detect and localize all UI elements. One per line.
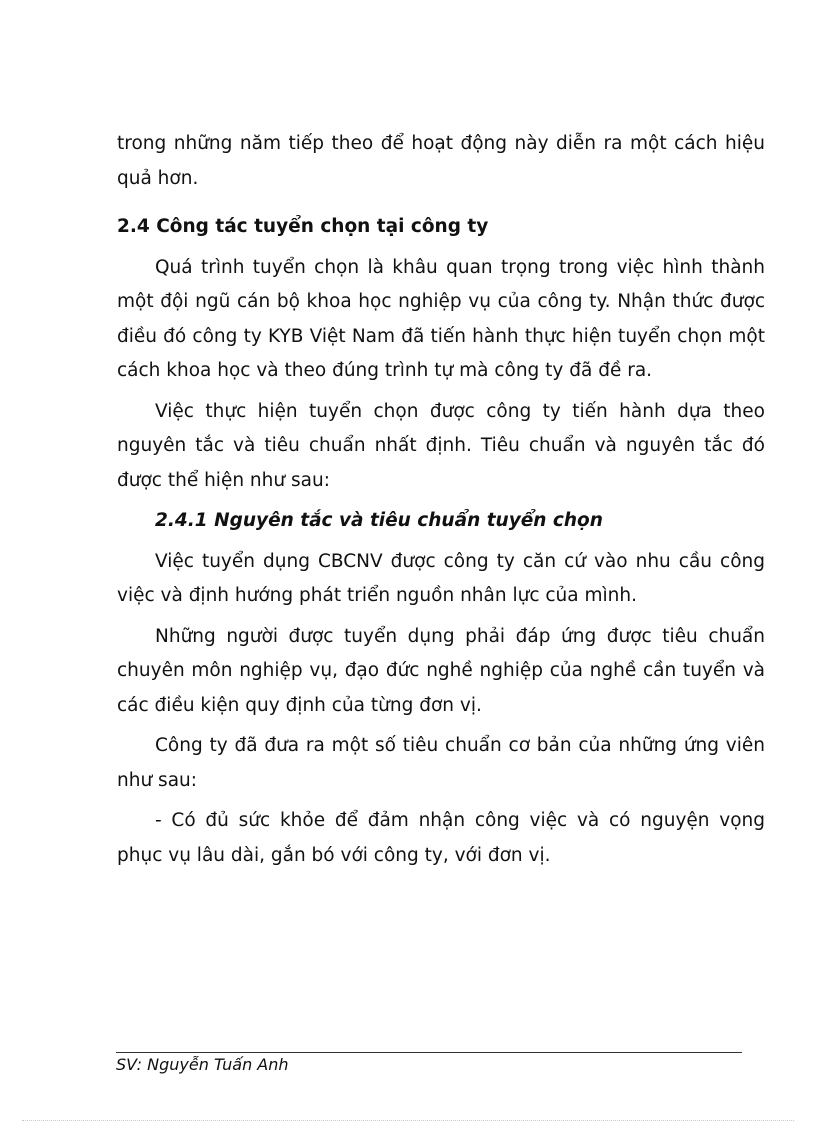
paragraph-continuation: trong những năm tiếp theo để hoạt động này diễn ra một cách hiệu quả hơn. (117, 133, 765, 189)
footer-author: SV: Nguyễn Tuấn Anh (116, 1055, 289, 1074)
paragraph-recruitment-basis: Việc tuyển dụng CBCNV được công ty căn cứ vào nhu cầu công việc và định hướng phát triển nguồn nhân lực của mình. (117, 550, 765, 606)
paragraph-requirements: Những người được tuyển dụng phải đáp ứng được tiêu chuẩn chuyên môn nghiệp vụ, đạo đức nghề nghiệp của nghề cần tuyển và các điều kiện quy định của từng đơn vị. (117, 625, 765, 716)
page-body (117, 127, 765, 873)
subsection-heading-2-4-1: 2.4.1 Nguyên tắc và tiêu chuẩn tuyển chọn (155, 510, 603, 531)
page-edge-divider (22, 1120, 794, 1121)
footer-divider (116, 1052, 742, 1053)
section-heading-2-4: 2.4 Công tác tuyển chọn tại công ty (117, 216, 489, 237)
paragraph-principles-intro: Việc thực hiện tuyển chọn được công ty tiến hành dựa theo nguyên tắc và tiêu chuẩn nhất định. Tiêu chuẩn và nguyên tắc đó được thể hiện như sau: (117, 400, 765, 491)
paragraph-standards-intro: Công ty đã đưa ra một số tiêu chuẩn cơ bản của những ứng viên như sau: (117, 735, 765, 791)
paragraph-health-item: - Có đủ sức khỏe để đảm nhận công việc và có nguyện vọng phục vụ lâu dài, gắn bó với công ty, với đơn vị. (117, 810, 765, 866)
paragraph-selection-process: Quá trình tuyển chọn là khâu quan trọng trong việc hình thành một đội ngũ cán bộ khoa học nghiệp vụ của công ty. Nhận thức được điều đó công ty KYB Việt Nam đã tiến hành thực hiện tuyển chọn một cách khoa học và theo đúng trình tự mà công ty đã đề ra. (117, 256, 765, 381)
